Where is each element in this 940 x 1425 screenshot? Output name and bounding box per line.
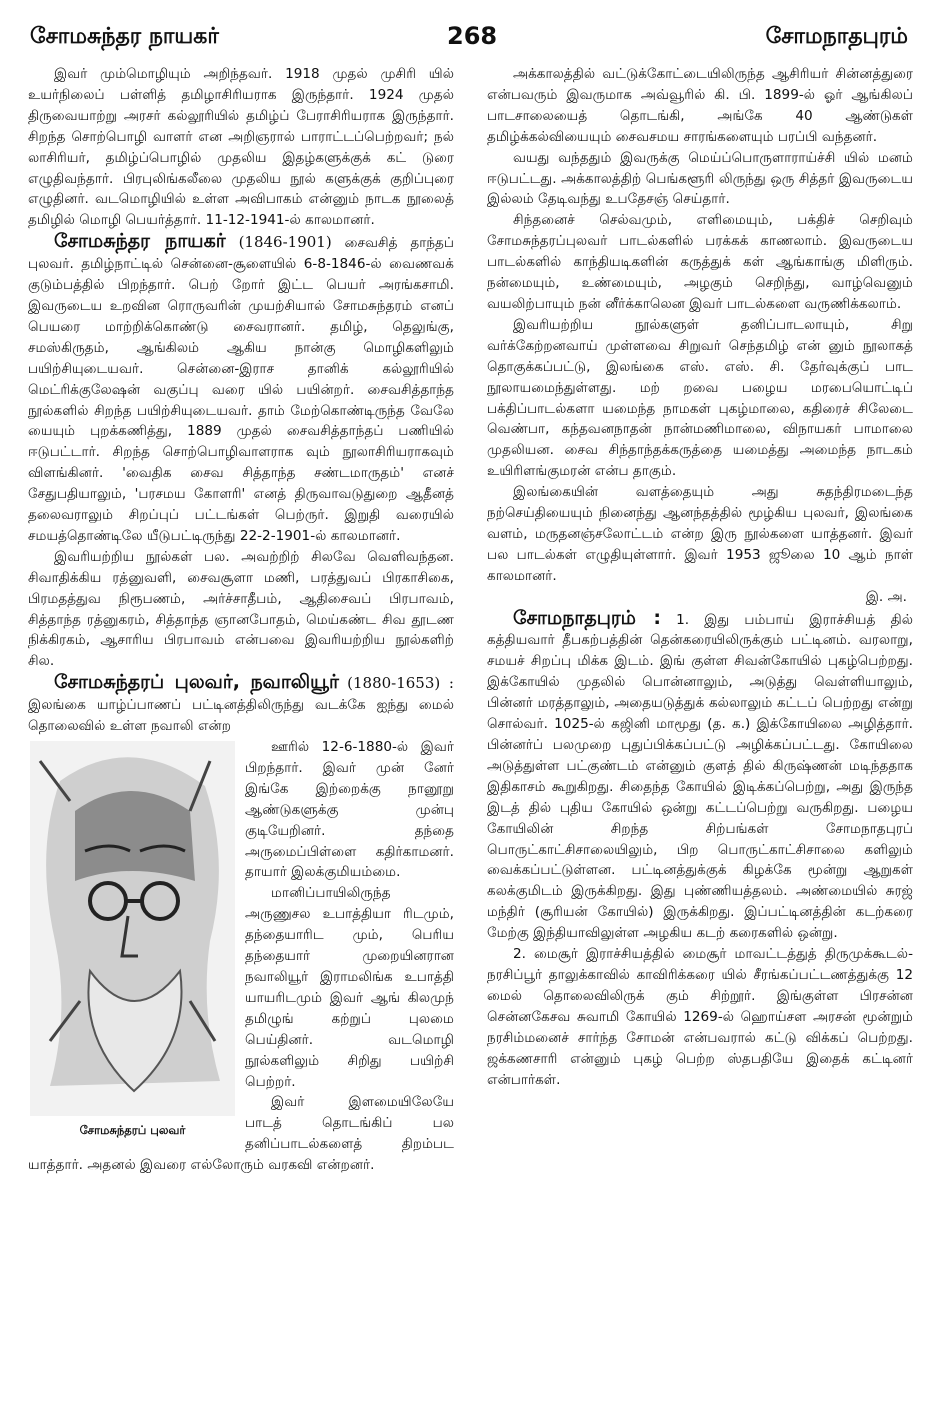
- entry-somanathapuram-2: 2. மைசூர் இராச்சியத்தில் மைசூர் மாவட்டத்துத் திருமுக்கூடல்-நரசிப்பூர் தாலுக்காவில் காவிரிக்கரை யில் சீரங்கப்பட்டணத்துக்கு 12 மைல் தொலைவிலிருக் கும் சிற்றூர். இங்குள்ள பிரசன்ன சென்னகேசவ சுவாமி கோயில் 1269-ல் ஹொய்சள அரசன் மூன்றும் நரசிம்மனைச் சார்ந்த சோமன் என்பவரால் கட்டு விக்கப் பெற்றது. ஜக்கணசாரி என்னும் புகழ் பெற்ற ஸ்தபதியே இதைக் கட்டினர் என்பார்கள்.: [487, 946, 913, 1088]
- entry-body: சைவசித் தாந்தப் புலவர். தமிழ்நாட்டில் சென்னை-சூளையில் 6-8-1846-ல் வைணவக் குடும்பத்தில் பிறந்தார். பெற் றோர் இட்ட பெயர் அரங்கசாமி. இவருடைய உறவின ரொருவரின் முயற்சியால் சோமசுந்தரம் எனப் பெயரை மாற்றிக்கொண்டு சைவரானர். தமிழ், தெலுங்கு, சமஸ்கிருதம், ஆங்கிலம் ஆகிய நான்கு மொழிகளிலும் பயிற்சியுடையவர். சென்னை-இராச தானிக் கல்லூரியில் மெட்ரிக்குலேஷன் வகுப்பு வரை யில் பயின்றர். சைவசித்தாந்த நூல்களில் சிறந்த பயிற்சியுடையவர். தாம் மேற்கொண்டிருந்த வேலே யையும் புறக்கணித்து, 1889 முதல் சைவசித்தாந்தப் பணியில் ஈடுபட்டார். சிறந்த சொற்பொழிவாளராக வும் நூலாசிரியராகவும் விளங்கினர். 'வைதிக சைவ சித்தாந்த சண்டமாருதம்' எனச் சேதுபதியாலும், 'பரசமய கோளரி' எனத் திருவாவடுதுறை ஆதீனத் தலைவராலும் சிறப்புப் பட்டங்கள் பெற்ருர். இறுதி வரையில் சமயத்தொண்டிலே யீடுபட்டிருந்து 22-2-1901-ல் காலமானர்.: [28, 235, 455, 544]
- author-signature: இ. அ.: [865, 588, 907, 605]
- right-column: [487, 64, 913, 1090]
- bio-beside-photo: ஊரில் 12-6-1880-ல் இவர் பிறந்தார். இவர் முன் னேர் இங்கே இற்றைக்கு நானூறு ஆண்டுகளுக்கு முன்பு குடியேறினர். தந்தை அருமைப்பிள்ளை கதிர்காமனர். தாயார் இலக்குமியம்மை.: [245, 739, 454, 881]
- bio-poetry: இவர் இளமையிலேயே பாடத் தொடங்கிப் பல தனிப்பாடல்களைத் திறம்பட யாத்தார். அதனல் இவரை எல்லோரும் வரகவி என்றனர்.: [28, 1094, 454, 1174]
- header-right-title: சோமநாதபுரம்: [765, 24, 908, 49]
- left-column: [28, 64, 454, 1176]
- entry-somanathapuram: [487, 608, 913, 945]
- entry-heading: சோமசுந்தர நாயகர்: [54, 230, 226, 253]
- paragraph-poetry-style: சிந்தனைச் செல்வமும், எளிமையும், பக்திச் செறிவும் சோமசுந்தரப்புலவர் பாடல்களில் பரக்கக் காணலாம். இவருடைய பாடல்களில் காந்தியடிகளின் கருத்துக் கள் ஆங்காங்கு மிளிரும். நன்மையும், உண்மையும், அழகும் செறிந்து, வாழ்வெனும் வயலிற்பாயும் நன் னீர்க்காலென இவர் பாடல்களை வருணிக்கலாம்.: [487, 212, 913, 312]
- entry-intro: இலங்கை யாழ்ப்பாணப் பட்டினத்திலிருந்து வடக்கே ஐந்து மைல் தொலைவில் உள்ள நவாலி என்ற: [28, 697, 454, 735]
- portrait-image: [30, 741, 235, 1116]
- header-left-title: சோமசுந்தர நாயகர்: [30, 24, 219, 49]
- paragraph-works: இவரியற்றிய நூல்களுள் தனிப்பாடலாயும், சிறு வர்க்கேற்றனவாய் முள்ளவை சிறுவர் செந்தமிழ் என் னும் நூலாகத் தொகுக்கப்பட்டு, இலங்கை எஸ். எஸ். சி. தேர்வுக்குப் பாட நூலாயமைந்துள்ளது. மற் றவை பழைய மரபையொட்டிப் பக்திப்பாடல்களா யமைந்த நாமகள் புகழ்மாலை, கதிரைச் சிலேடை வெண்பா, கந்தவனநாதன் நான்மணிமாலை, விநாயகர் பாமாலை முதலியன. சைவ சிந்தாந்தக்கருத்தை யமைத்து அமைந்த நாடகம் உயிரிளங்குமரன் என்ப தாகும்.: [487, 316, 913, 480]
- paragraph-continued-bio: இவர் மும்மொழியும் அறிந்தவர். 1918 முதல் முசிரி யில் உயர்நிலைப் பள்ளித் தமிழாசிரியராக இருந்தார். 1924 முதல் திருவையாற்று அரசர் கல்லூரியில் தமிழ்ப் பேராசிரியராக இருந்தார். சிறந்த சொற்பொழி வாளர் என அறிஞரால் பாராட்டப்பெற்றவர்; நல் லாசிரியர், தமிழ்ப்பொழில் முதலிய இதழ்களுக்குக் கட் டுரை எழுதிவந்தார். பிரபுலிங்கலீலை முதலிய நூல் களுக்குக் குறிப்புரை எழுதினர். வடமொழியில் உள்ள அவிபாகம் என்னும் நாடக நூலைத் தமிழில் மொழி பெயர்த்தார். 11-12-1941-ல் காலமானர்.: [28, 66, 454, 229]
- entry-years: (1846-1901): [238, 233, 332, 252]
- page-header: [0, 0, 940, 60]
- portrait-figure: [30, 741, 235, 1141]
- portrait-caption: சோமசுந்தரப் புலவர்: [79, 1123, 186, 1137]
- entry-works-paragraph: இவரியற்றிய நூல்கள் பல. அவற்றிற் சிலவே வெளிவந்தன. சிவாதிக்கிய ரத்னுவளி, சைவசூளா மணி, பரத்துவப் பிரகாசிகை, பிரமதத்துவ நிரூபணம், அர்ச்சாதீபம், ஆதிசைவப் பிரபாவம், சித்தாந்த ரத்னுகரம், சித்தாந்த ஞானபோதம், மெய்கண்ட சிவ தூடண நிக்கிரகம், ஆசாரிய பிரபாவம் என்பவை இவரியற்றிய நூல்களிற் சில.: [28, 548, 454, 670]
- paragraph-philosophy: வயது வந்ததும் இவருக்கு மெய்ப்பொருளாராய்ச்சி யில் மனம் ஈடுபட்டது. அக்காலத்திற் பெங்களூரி லிருந்து ஒரு சித்தர் இவருடைய இல்லம் தேடிவந்து உபதேசஞ் செய்தார்.: [487, 149, 913, 208]
- entry-somasundara-nayakar: [28, 231, 454, 547]
- entry-heading: சோமநாதபுரம் :: [513, 606, 661, 629]
- entry-heading: சோமசுந்தரப் புலவர், நவாலியூர்: [54, 671, 339, 694]
- entry-years: (1880-1653) :: [347, 674, 454, 693]
- paragraph-later-life: இலங்கையின் வளத்தையும் அது சுதந்திரமடைந்த நற்செய்தியையும் நினைந்து ஆனந்தத்தில் மூழ்கிய புலவர், இலங்கை வளம், மருதனஞ்சலோட்டம் என்ற இரு நூல்களை யாத்தனர். இவர் பல பாடல்கள் எழுதியுள்ளார். இவர் 1953 ஜூலை 10 ஆம் நாள் காலமானர்.: [487, 484, 913, 584]
- entry-body: 1. இது பம்பாய் இராச்சியத் தில் கத்தியவார் தீபகற்பத்தின் தென்கரையிலிருக்கும் பட்டினம். வரலாறு, சமயச் சிறப்பு மிக்க இடம். இங் குள்ள சிவன்கோயில் புகழ்பெற்றது. இக்கோயில் முதலில் பொன்னாலும், அடுத்து வெள்ளியாலும், பின்னர் மரத்தாலும், அதையடுத்துக் கல்லாலும் கட்டப் பெற்றது என்று சொல்வர். 1025-ல் கஜினி மாமூது (த. க.) இக்கோயிலை அழித்தார். பின்னர்ப் பலமுறை புதுப்பிக்கப்பட்டு அழிக்கப்பட்டது. கோயிலை அடுத்துள்ள பட்குண்டம் என்னும் குளத் தில் கிருஷ்ணன் மடிந்ததாக இதிகாசம் கூறுகிறது. சிதைந்த கோயில் இடிக்கப்பெற்று, அது இருந்த இடத் தில் புதிய கோயில் ஒன்று கட்டப்பெற்று வருகிறது. பழைய கோயிலின் சிறந்த சிற்பங்கள் சோமநாதபுரப் பொருட்காட்சிசாலையிலும், பிற பொருட்காட்சிசாலை களிலும் வைக்கப்பட்டுள்ளன. பட்டினத்துக்குக் கிழக்கே மூன்று ஆறுகள் கலக்குமிடம் இருக்கிறது. இது புண்ணியத்தலம். அண்மையில் சுரஜ் மந்திர் (சூரியன் கோயில்) இருக்கிறது. இப்பட்டினத்தின் கடற்கரை மேற்கு இந்தியாவிலுள்ள அழகிய கடற் கரைகளில் ஒன்று.: [487, 611, 913, 942]
- bio-education: மானிப்பாயிலிருந்த அருணுசல உபாத்தியா ரிடமும், தந்தையாரிட மும், பெரிய தந்தையார் முறையினரான நவாலியூர் இராமலிங்க உபாத்தி யாயரிடமும் இவர் ஆங் கிலமுந் தமிழுங் கற்றுப் புலமை பெய்தினர். வடமொழி நூல்களிலும் சிறிது பயிற்சி பெற்றர்.: [245, 885, 454, 1090]
- entry-somasundara-pulavar: [28, 672, 454, 737]
- page-number: 268: [447, 22, 498, 50]
- paragraph-school: அக்காலத்தில் வட்டுக்கோட்டையிலிருந்த ஆசிரியர் சின்னத்துரை என்பவரும் இவருமாக அவ்வூரில் கி. பி. 1899-ல் ஓர் ஆங்கிலப் பாடசாலையைத் தொடங்கி, அங்கே 40 ஆண்டுகள் தமிழ்க்கல்வியையும் சைவசமய சாரங்களையும் பரப்பி வந்தனர்.: [487, 66, 913, 145]
